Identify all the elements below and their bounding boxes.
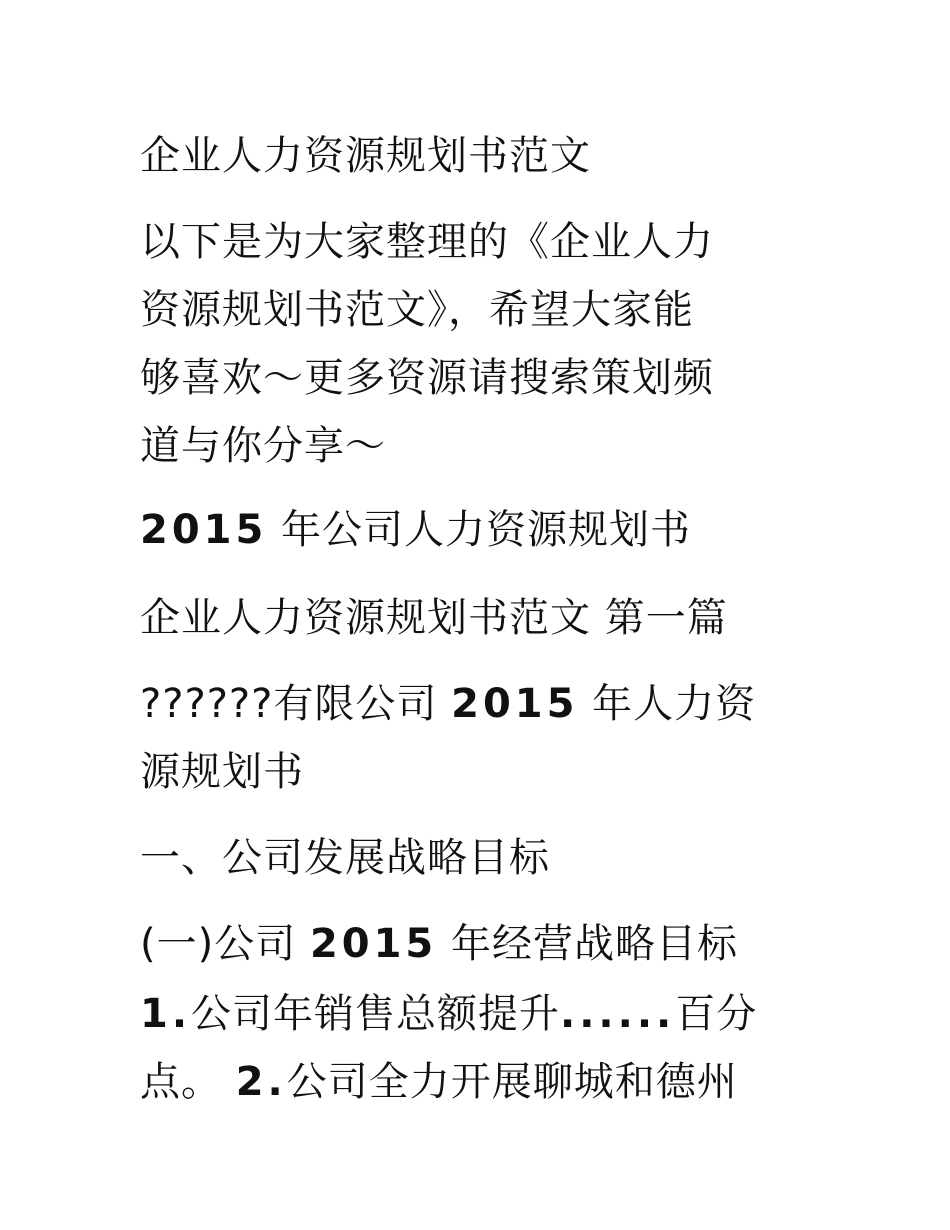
list-item-1-number: 1. xyxy=(140,991,192,1037)
company-line-1-year: 2015 xyxy=(451,681,579,727)
intro-line-2: 资源规划书范文》，希望大家能 xyxy=(140,287,694,333)
article-title: 企业人力资源规划书范文 第一篇 xyxy=(140,595,728,641)
company-line-1-suffix: 年人力资 xyxy=(578,681,757,727)
plan-heading-text: 年公司人力资源规划书 xyxy=(267,507,692,553)
company-line-1-prefix: ??????有限公司 xyxy=(140,681,452,727)
plan-heading xyxy=(140,496,820,564)
subsection-1-suffix: 年经营战略目标 xyxy=(437,921,738,967)
subsection-1-title xyxy=(140,910,820,978)
document-title: 企业人力资源规划书范文 xyxy=(140,133,591,179)
intro-line-1: 以下是为大家整理的《企业人力 xyxy=(140,219,714,265)
subsection-1-year: 2015 xyxy=(309,921,438,967)
plan-heading-year: 2015 xyxy=(140,507,268,553)
list-item-1-dots: ...... xyxy=(560,991,676,1037)
company-line-2: 源规划书 xyxy=(140,749,304,795)
intro-line-3: 够喜欢～更多资源请搜索策划频 xyxy=(140,355,714,401)
list-item-1-continuation: 点。 xyxy=(140,1059,236,1105)
subsection-1-prefix: (一)公司 xyxy=(140,921,310,967)
section-1-title: 一、公司发展战略目标 xyxy=(140,835,550,881)
list-item-2-text: 公司全力开展聊城和德州 xyxy=(286,1059,738,1105)
intro-line-4: 道与你分享～ xyxy=(140,423,386,469)
list-item-2-line xyxy=(140,1048,820,1116)
list-item-1-tail: 百分 xyxy=(675,991,758,1037)
list-item-1-text: 公司年销售总额提升 xyxy=(191,991,561,1037)
list-item-2-number: 2. xyxy=(235,1059,287,1105)
company-line-1 xyxy=(140,670,820,738)
list-item-1 xyxy=(140,980,820,1048)
